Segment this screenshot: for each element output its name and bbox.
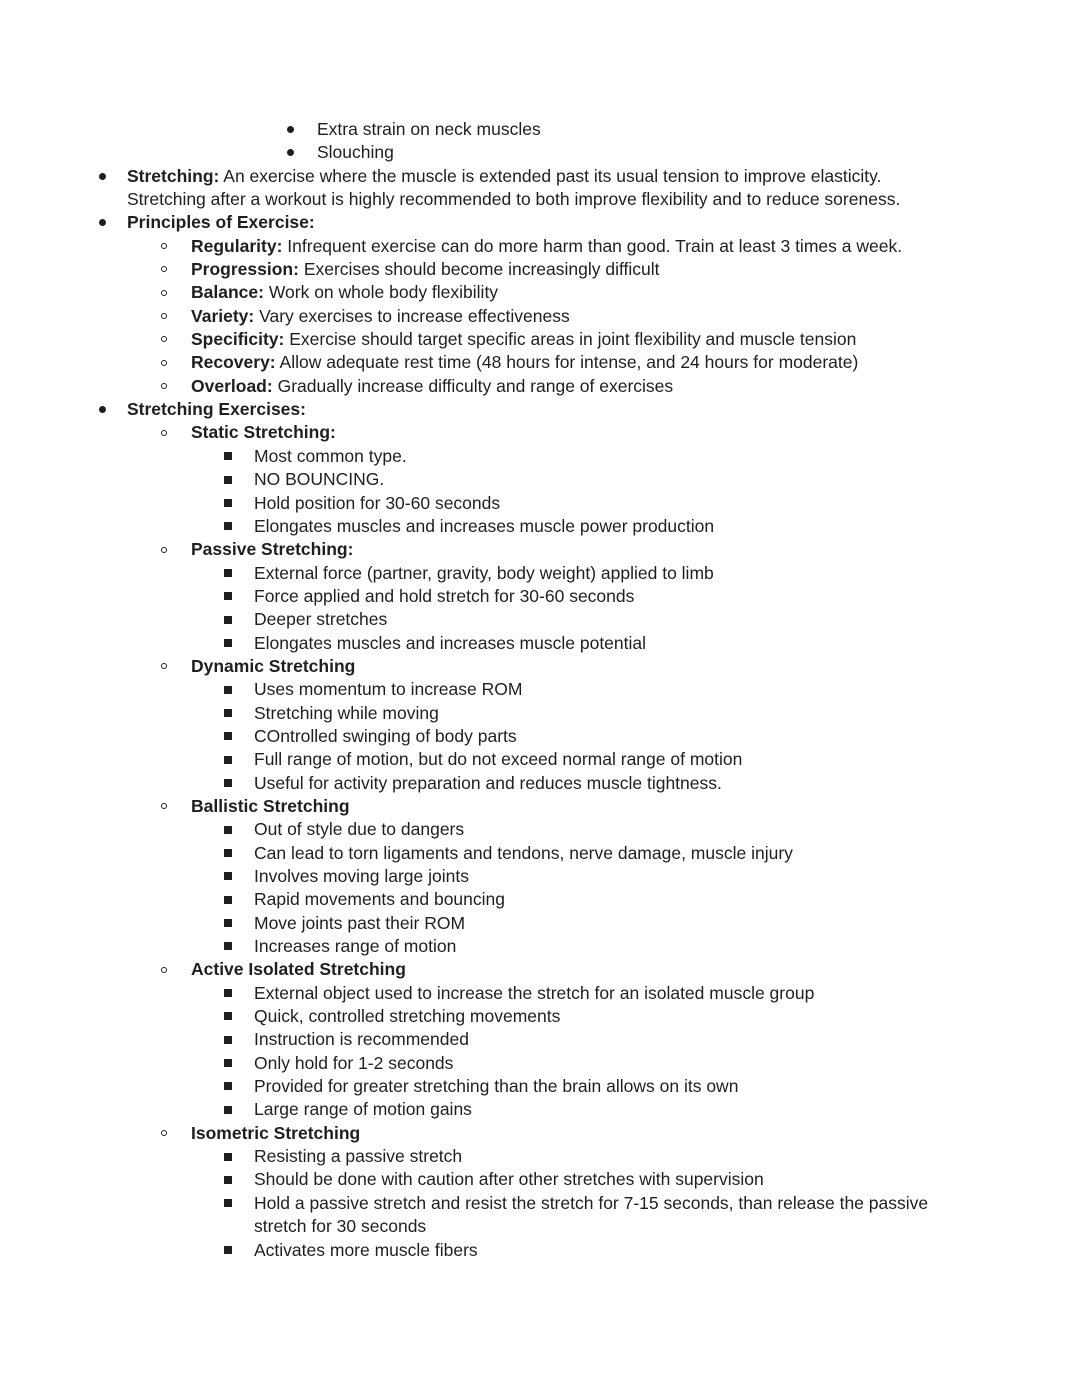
list-item [0, 842, 1080, 865]
list-item [0, 141, 1080, 164]
list-item [0, 1075, 1080, 1098]
bullet-square [222, 678, 234, 701]
list-item-text: Only hold for 1-2 seconds [254, 1052, 454, 1073]
principle-item [0, 351, 1080, 374]
list-item-text: NO BOUNCING. [254, 469, 385, 490]
list-item [0, 632, 1080, 655]
list-item [0, 468, 1080, 491]
exercises-heading [0, 398, 1080, 421]
bullet-circle [158, 795, 170, 818]
list-item [0, 1052, 1080, 1075]
bullet-square [222, 492, 234, 515]
bullet-square [222, 1005, 234, 1028]
bullet-dot [96, 211, 108, 234]
list-item [0, 1168, 1080, 1191]
bullet-square [222, 1098, 234, 1121]
principle-item [0, 281, 1080, 304]
bullet-square [222, 818, 234, 841]
list-item [0, 445, 1080, 468]
list-item-text: Full range of motion, but do not exceed normal range of motion [254, 749, 743, 770]
list-item-text: Quick, controlled stretching movements [254, 1006, 561, 1027]
list-item [0, 562, 1080, 585]
principle-item [0, 375, 1080, 398]
list-item [0, 865, 1080, 888]
principle-desc: Gradually increase difficulty and range of exercises [277, 375, 674, 396]
stretch-type-static [0, 421, 1080, 444]
list-item [0, 702, 1080, 725]
document-page [0, 118, 1080, 1262]
principle-term: Overload: [191, 375, 273, 396]
list-item-text: External object used to increase the stretch for an isolated muscle group [254, 982, 815, 1003]
stretch-type-dynamic [0, 655, 1080, 678]
bullet-square [222, 1145, 234, 1168]
list-item [0, 1192, 1080, 1215]
list-item-text: stretch for 30 seconds [254, 1216, 427, 1237]
list-item-text: Hold position for 30-60 seconds [254, 492, 501, 513]
list-item-text: Can lead to torn ligaments and tendons, nerve damage, muscle injury [254, 842, 793, 863]
stretch-type-title: Active Isolated Stretching [191, 959, 406, 980]
bullet-circle [158, 655, 170, 678]
bullet-square [222, 888, 234, 911]
list-item [0, 608, 1080, 631]
bullet-square [222, 445, 234, 468]
principle-term: Progression: [191, 259, 299, 280]
list-item-text: Slouching [317, 142, 394, 163]
list-item [0, 1098, 1080, 1121]
bullet-square [222, 1052, 234, 1075]
stretch-type-active-isolated [0, 958, 1080, 981]
bullet-circle [158, 258, 170, 281]
bullet-dot [96, 165, 108, 188]
principle-term: Regularity: [191, 235, 283, 256]
stretching-term: Stretching: [127, 165, 220, 186]
principle-desc: Infrequent exercise can do more harm than good. Train at least 3 times a week. [287, 235, 903, 256]
principle-term: Variety: [191, 305, 255, 326]
list-item [0, 678, 1080, 701]
list-item [0, 912, 1080, 935]
list-item [0, 725, 1080, 748]
principle-desc: Vary exercises to increase effectiveness [259, 305, 570, 326]
bullet-circle [158, 958, 170, 981]
list-item [0, 1005, 1080, 1028]
bullet-square [222, 468, 234, 491]
bullet-square [222, 772, 234, 795]
list-item-text: COntrolled swinging of body parts [254, 725, 517, 746]
stretch-type-title: Isometric Stretching [191, 1122, 361, 1143]
bullet-square [222, 748, 234, 771]
bullet-circle [158, 235, 170, 258]
list-item-text: Rapid movements and bouncing [254, 889, 505, 910]
exercises-heading-text: Stretching Exercises: [127, 399, 306, 420]
bullet-square [222, 608, 234, 631]
principle-term: Recovery: [191, 352, 276, 373]
list-item-text: Elongates muscles and increases muscle power production [254, 515, 715, 536]
list-item-text: Hold a passive stretch and resist the stretch for 7-15 seconds, than release the passive [254, 1192, 929, 1213]
principle-desc: Work on whole body flexibility [268, 282, 499, 303]
stretching-desc-continued: Stretching after a workout is highly recommended to both improve flexibility and to reduce soreness. [127, 189, 901, 210]
list-item [0, 888, 1080, 911]
list-item-text: Force applied and hold stretch for 30-60 seconds [254, 585, 635, 606]
principle-desc: Exercises should become increasingly difficult [303, 259, 660, 280]
list-item [0, 935, 1080, 958]
list-item-text: Activates more muscle fibers [254, 1239, 478, 1260]
list-item-text: External force (partner, gravity, body weight) applied to limb [254, 562, 714, 583]
list-item [0, 1239, 1080, 1262]
bullet-square [222, 982, 234, 1005]
list-item [0, 1145, 1080, 1168]
list-item-text: Move joints past their ROM [254, 912, 466, 933]
bullet-square [222, 1075, 234, 1098]
bullet-circle [158, 328, 170, 351]
bullet-circle [158, 538, 170, 561]
list-item-text: Large range of motion gains [254, 1099, 472, 1120]
list-item [0, 118, 1080, 141]
list-item-text: Uses momentum to increase ROM [254, 679, 523, 700]
bullet-circle [158, 1122, 170, 1145]
bullet-circle [158, 305, 170, 328]
principle-item [0, 328, 1080, 351]
stretch-type-title: Static Stretching: [191, 422, 336, 443]
stretching-definition [0, 165, 1080, 188]
bullet-circle [158, 351, 170, 374]
list-item-text: Instruction is recommended [254, 1029, 469, 1050]
list-item-text: Elongates muscles and increases muscle potential [254, 632, 647, 653]
bullet-square [222, 1239, 234, 1262]
principles-heading-text: Principles of Exercise: [127, 212, 315, 233]
principle-term: Balance: [191, 282, 264, 303]
stretching-definition-continued [0, 188, 1080, 211]
list-item [0, 585, 1080, 608]
bullet-square [222, 585, 234, 608]
stretch-type-title: Dynamic Stretching [191, 655, 356, 676]
list-item-text: Resisting a passive stretch [254, 1146, 463, 1167]
bullet-square [222, 912, 234, 935]
list-item [0, 818, 1080, 841]
list-item-text: Provided for greater stretching than the brain allows on its own [254, 1076, 739, 1097]
principle-item [0, 235, 1080, 258]
bullet-square [222, 935, 234, 958]
list-item [0, 748, 1080, 771]
bullet-dot [284, 141, 296, 164]
bullet-square [222, 1168, 234, 1191]
list-item-text: Extra strain on neck muscles [317, 119, 541, 139]
stretch-type-passive [0, 538, 1080, 561]
bullet-square [222, 632, 234, 655]
bullet-square [222, 515, 234, 538]
bullet-square [222, 725, 234, 748]
list-item-text: Should be done with caution after other stretches with supervision [254, 1169, 764, 1190]
principle-item [0, 305, 1080, 328]
principle-desc: Allow adequate rest time (48 hours for intense, and 24 hours for moderate) [279, 352, 859, 373]
list-item-text: Out of style due to dangers [254, 819, 465, 840]
stretch-type-title: Passive Stretching: [191, 539, 354, 560]
bullet-dot [96, 398, 108, 421]
bullet-square [222, 1028, 234, 1051]
bullet-square [222, 702, 234, 725]
bullet-dot [284, 118, 296, 141]
stretch-type-isometric [0, 1122, 1080, 1145]
list-item [0, 492, 1080, 515]
stretching-desc: An exercise where the muscle is extended past its usual tension to improve elasticity. [223, 165, 882, 186]
list-item-continued [0, 1215, 1080, 1238]
principles-heading [0, 211, 1080, 234]
list-item-text: Increases range of motion [254, 936, 457, 957]
list-item [0, 1028, 1080, 1051]
principle-desc: Exercise should target specific areas in joint flexibility and muscle tension [289, 329, 857, 350]
principle-item [0, 258, 1080, 281]
list-item-text: Deeper stretches [254, 609, 388, 630]
principle-term: Specificity: [191, 329, 285, 350]
bullet-square [222, 865, 234, 888]
stretch-type-ballistic [0, 795, 1080, 818]
list-item [0, 772, 1080, 795]
bullet-circle [158, 375, 170, 398]
list-item-text: Stretching while moving [254, 702, 439, 723]
bullet-circle [158, 421, 170, 444]
list-item-text: Involves moving large joints [254, 866, 469, 886]
list-item-text: Most common type. [254, 445, 407, 466]
list-item-text: Useful for activity preparation and reduces muscle tightness. [254, 772, 722, 793]
list-item [0, 982, 1080, 1005]
list-item [0, 515, 1080, 538]
stretch-type-title: Ballistic Stretching [191, 795, 350, 816]
bullet-square [222, 1192, 234, 1215]
bullet-square [222, 562, 234, 585]
bullet-square [222, 842, 234, 865]
bullet-circle [158, 281, 170, 304]
